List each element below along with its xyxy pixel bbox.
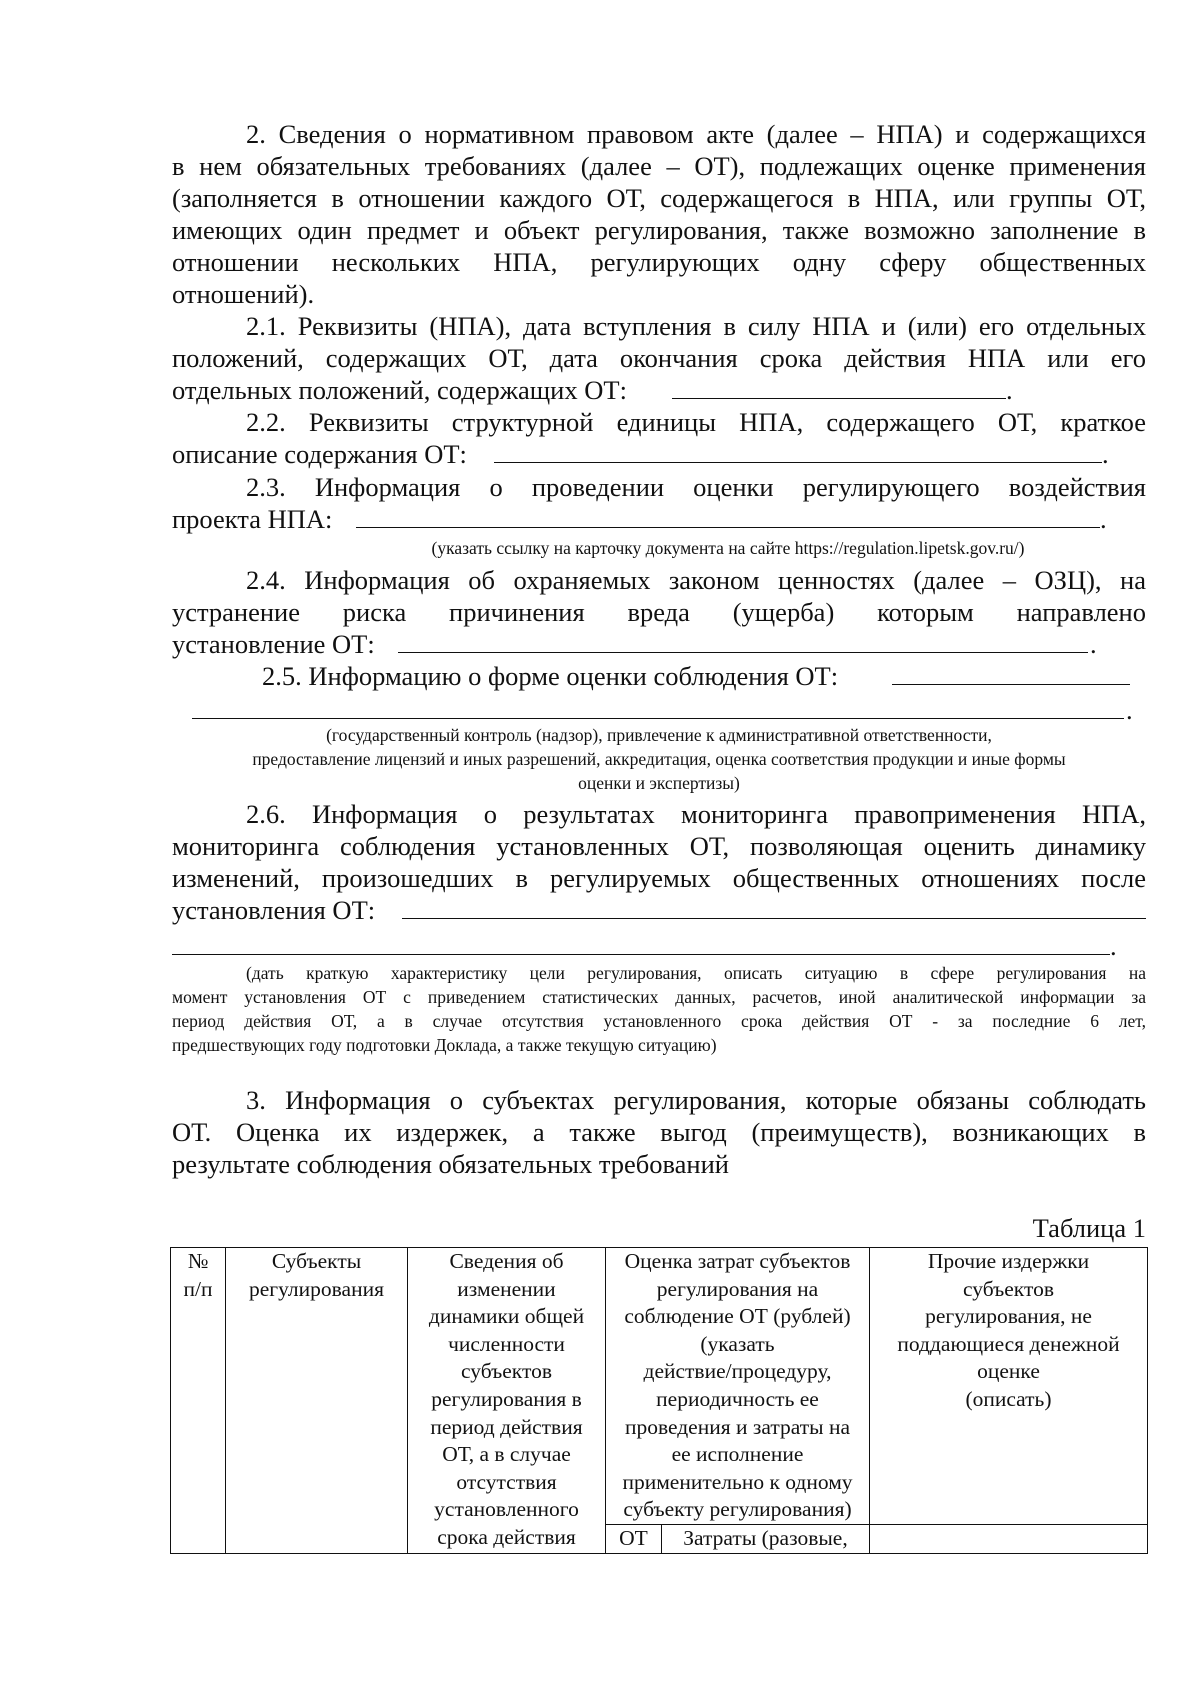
p2-6-blank-1[interactable] bbox=[402, 918, 1146, 919]
p2-1-period: . bbox=[1006, 375, 1013, 405]
header-col-dynamics bbox=[408, 1248, 606, 1554]
header-text: срока действия bbox=[437, 1524, 576, 1549]
header-text: регулирования, не bbox=[925, 1304, 1092, 1329]
header-text: субъектов bbox=[461, 1359, 552, 1384]
s2-intro-line-6: отношений). bbox=[172, 279, 315, 309]
p2-3-blank[interactable] bbox=[356, 527, 1100, 528]
header-text: оценке bbox=[977, 1359, 1040, 1384]
p2-6-line-3: изменений, произошедших в регулируемых общественных отношениях после bbox=[172, 863, 1146, 893]
p2-2-blank[interactable] bbox=[494, 462, 1102, 463]
header-text: Сведения об bbox=[449, 1249, 564, 1273]
p2-6-line-2: мониторинга соблюдения установленных ОТ, позволяющая оценить динамику bbox=[172, 831, 1146, 861]
s2-intro-line-2: в нем обязательных требованиях (далее – ОТ), подлежащих оценке применения bbox=[172, 151, 1146, 181]
header-text: Прочие издержки bbox=[927, 1249, 1090, 1273]
s2-intro-line-4: имеющих один предмет и объект регулирования, также возможно заполнение в bbox=[172, 215, 1146, 245]
p2-6-line-4: установления ОТ: bbox=[172, 895, 376, 925]
table-1 bbox=[170, 1247, 1148, 1554]
s3-heading-line-3: результате соблюдения обязательных требований bbox=[172, 1149, 729, 1179]
header-text: ОТ, а в случае bbox=[442, 1442, 571, 1467]
p2-6-hint-line-3: период действия ОТ, а в случае отсутствия установленного срока действия ОТ - за последние 6 лет, bbox=[172, 1011, 1146, 1031]
p2-5-period: . bbox=[1126, 695, 1133, 725]
p2-4-line-2: устранение риска причинения вреда (ущерба) которым направлено bbox=[172, 597, 1146, 627]
header-text: применительно к одному bbox=[622, 1469, 853, 1494]
p2-3-line-2: проекта НПА: bbox=[172, 504, 333, 534]
header-text: № bbox=[187, 1249, 209, 1273]
p2-3-line-1: 2.3. Информация о проведении оценки регулирующего воздействия bbox=[246, 472, 1146, 502]
header-text: проведения и затраты на bbox=[624, 1414, 851, 1439]
header-col-subjects bbox=[226, 1248, 408, 1554]
p2-1-line-1: 2.1. Реквизиты (НПА), дата вступления в силу НПА и (или) его отдельных bbox=[246, 311, 1146, 341]
p2-6-period: . bbox=[1110, 931, 1117, 961]
header-text: регулирования на bbox=[656, 1276, 819, 1301]
p2-2-line-1: 2.2. Реквизиты структурной единицы НПА, содержащего ОТ, краткое bbox=[246, 407, 1146, 437]
header-text: п/п bbox=[183, 1276, 213, 1301]
subheader-empty bbox=[870, 1524, 1148, 1553]
header-text: Оценка затрат субъектов bbox=[624, 1249, 851, 1273]
header-text: соблюдение ОТ (рублей) bbox=[624, 1304, 851, 1329]
header-col-costs bbox=[606, 1248, 870, 1525]
header-text: изменении bbox=[457, 1276, 556, 1301]
p2-5-hint-line-2: предоставление лицензий и иных разрешений, аккредитация, оценка соответствия продукции и иные формы bbox=[252, 749, 1066, 769]
s3-heading-line-1: 3. Информация о субъектах регулирования, которые обязаны соблюдать bbox=[246, 1085, 1146, 1115]
header-text: (описать) bbox=[965, 1386, 1052, 1411]
p2-6-blank-2[interactable] bbox=[172, 954, 1110, 955]
p2-2-line-2: описание содержания ОТ: bbox=[172, 439, 467, 469]
header-text: регулирования bbox=[249, 1276, 384, 1301]
header-text: ее исполнение bbox=[671, 1442, 804, 1467]
header-col-number bbox=[171, 1248, 226, 1554]
s2-intro-line-3: (заполняется в отношении каждого ОТ, содержащегося в НПА, или группы ОТ, bbox=[172, 183, 1146, 213]
p2-1-blank[interactable] bbox=[672, 398, 1006, 399]
p2-6-hint-line-1: (дать краткую характеристику цели регулирования, описать ситуацию в сфере регулирования на bbox=[246, 963, 1146, 983]
p2-5-blank-1[interactable] bbox=[892, 684, 1130, 685]
p2-5-blank-2[interactable] bbox=[192, 718, 1124, 719]
p2-1-line-3: отдельных положений, содержащих ОТ: bbox=[172, 375, 627, 405]
p2-4-line-3: установление ОТ: bbox=[172, 629, 375, 659]
p2-2-period: . bbox=[1102, 439, 1109, 469]
p2-4-blank[interactable] bbox=[398, 652, 1088, 653]
header-text: (указать bbox=[700, 1331, 775, 1356]
header-text: Субъекты bbox=[271, 1249, 362, 1273]
header-col-other-costs bbox=[870, 1248, 1148, 1525]
s3-heading-line-2: ОТ. Оценка их издержек, а также выгод (преимуществ), возникающих в bbox=[172, 1117, 1146, 1147]
header-text: установленного bbox=[434, 1497, 579, 1522]
header-text: действие/процедуру, bbox=[643, 1359, 832, 1384]
p2-5-line-1: 2.5. Информацию о форме оценки соблюдения ОТ: bbox=[262, 661, 839, 691]
p2-5-hint-line-1: (государственный контроль (надзор), привлечение к административной ответственности, bbox=[326, 725, 992, 745]
header-text: регулирования в bbox=[431, 1386, 582, 1411]
header-text: субъекту регулирования) bbox=[623, 1497, 852, 1522]
p2-1-line-2: положений, содержащих ОТ, дата окончания срока действия НПА или его bbox=[172, 343, 1146, 373]
p2-3-period: . bbox=[1100, 504, 1107, 534]
header-text: периодичность ее bbox=[656, 1386, 819, 1411]
header-text: поддающиеся денежной bbox=[897, 1331, 1120, 1356]
header-text: динамики общей bbox=[428, 1304, 585, 1329]
subheader-ot: ОТ bbox=[606, 1524, 662, 1553]
p2-6-hint-line-4: предшествующих году подготовки Доклада, а также текущую ситуацию) bbox=[172, 1035, 717, 1055]
p2-4-period: . bbox=[1090, 629, 1097, 659]
p2-5-hint-line-3: оценки и экспертизы) bbox=[578, 773, 740, 793]
p2-3-hint: (указать ссылку на карточку документа на сайте https://regulation.lipetsk.gov.ru/) bbox=[431, 538, 1025, 558]
header-text: период действия bbox=[430, 1414, 583, 1439]
s2-intro-line-1: 2. Сведения о нормативном правовом акте (далее – НПА) и содержащихся bbox=[246, 119, 1146, 149]
p2-4-line-1: 2.4. Информация об охраняемых законом ценностях (далее – ОЗЦ), на bbox=[246, 565, 1146, 595]
header-text: численности bbox=[448, 1331, 565, 1356]
header-text: субъектов bbox=[963, 1276, 1054, 1301]
subheader-costs: Затраты (разовые, bbox=[662, 1524, 870, 1553]
table-caption: Таблица 1 bbox=[1032, 1213, 1146, 1243]
p2-6-line-1: 2.6. Информация о результатах мониторинга правоприменения НПА, bbox=[246, 799, 1146, 829]
p2-6-hint-line-2: момент установления ОТ с приведением статистических данных, расчетов, иной аналитической информации за bbox=[172, 987, 1146, 1007]
table-header-row bbox=[171, 1248, 1148, 1525]
header-text: отсутствия bbox=[456, 1469, 557, 1494]
s2-intro-line-5: отношении нескольких НПА, регулирующих одну сферу общественных bbox=[172, 247, 1146, 277]
